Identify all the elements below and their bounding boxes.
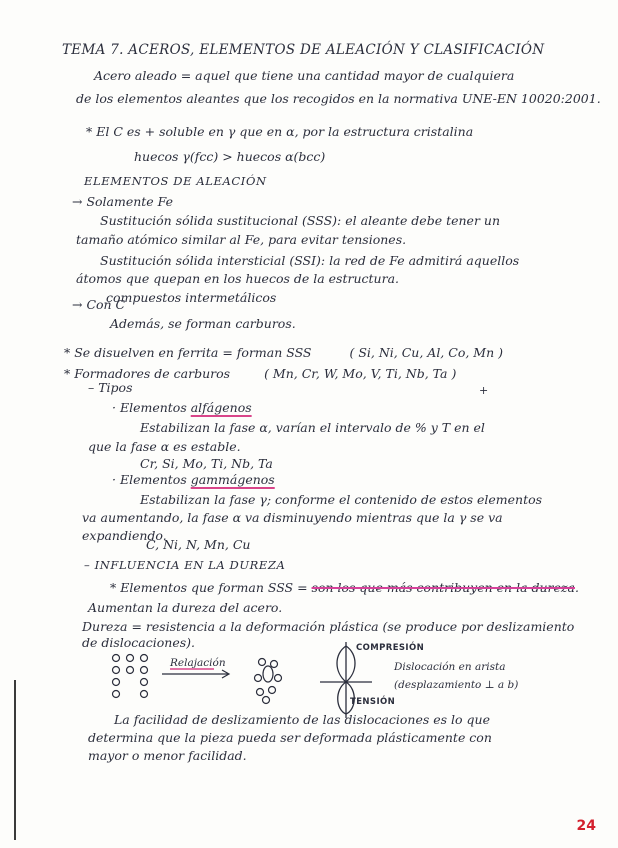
aumentan-line: Aumentan la dureza del acero.	[88, 600, 283, 615]
compresion-label: COMPRESIÓN	[356, 643, 425, 653]
intro-line-4: huecos γ(fcc) > huecos α(bcc)	[134, 149, 326, 164]
conclusion-line-1: La facilidad de deslizamiento de las dislocaciones es lo que	[114, 712, 490, 727]
ssi-line-2: átomos que quepan en los huecos de la estructura.	[76, 271, 399, 286]
ferrita-text: * Se disuelven en ferrita = forman SSS	[64, 345, 312, 360]
ssi-line-1: Sustitución sólida intersticial (SSI): la red de Fe admitirá aquellos	[100, 253, 520, 268]
tipos-label: – Tipos	[88, 380, 133, 395]
alfageno-desc-2: que la fase α es estable.	[88, 439, 241, 454]
page-title: TEMA 7. ACEROS, ELEMENTOS DE ALEACIÓN Y CLASIFICACIÓN	[62, 42, 545, 58]
formadores-line	[64, 368, 456, 381]
dislocacion-label-2: (desplazamiento ⊥ a b)	[394, 679, 519, 691]
gamma-desc-1: Estabilizan la fase γ; conforme el contenido de estos elementos	[140, 492, 543, 507]
sss-dureza-end: .	[574, 580, 579, 595]
intro-line-1: Acero aleado = aquel que tiene una cantidad mayor de cualquiera	[94, 68, 515, 83]
dislocation-diagram	[110, 640, 580, 720]
sss-line-1: Sustitución sólida sustitucional (SSS): el aleante debe tener un	[100, 213, 500, 228]
sss-dureza-line	[110, 582, 579, 595]
gamma-desc-3: expandiendo.	[82, 528, 167, 543]
formadores-elements: ( Mn, Cr, W, Mo, V, Ti, Nb, Ta )	[264, 366, 457, 381]
con-c: → Con C	[72, 297, 126, 312]
ferrita-elements: ( Si, Ni, Cu, Al, Co, Mn )	[349, 345, 503, 360]
atom-lattice-left	[113, 655, 148, 698]
dislocacion-label-1: Dislocación en arista	[394, 661, 506, 673]
atom-lattice-right	[255, 659, 282, 704]
formadores-text: * Formadores de carburos	[64, 366, 231, 381]
plus-mark: +	[479, 384, 489, 397]
alfageno-desc-1: Estabilizan la fase α, varían el intervalo de % y T en el	[140, 420, 485, 435]
gamma-desc-2: va aumentando, la fase α va disminuyendo mientras que la γ se va	[82, 510, 503, 525]
gamma-prefix: · Elementos	[112, 472, 187, 487]
alfageno-list: Cr, Si, Mo, Ti, Nb, Ta	[140, 456, 273, 471]
alfageno-word: alfágenos	[190, 400, 252, 415]
relajacion-label: Relajación	[170, 657, 226, 669]
page-number: 24	[576, 818, 596, 834]
tension-label: TENSIÓN	[350, 697, 396, 707]
sss-dureza-prefix: * Elementos que forman SSS =	[110, 580, 308, 595]
sss-dureza-struck: son los que más contribuyen en la dureza	[311, 580, 575, 595]
carburos-line: Además, se forman carburos.	[110, 316, 296, 331]
ssi-line-3: compuestos intermetálicos	[106, 290, 277, 305]
sss-line-2: tamaño atómico similar al Fe, para evitar tensiones.	[76, 232, 407, 247]
gamma-line	[112, 474, 275, 487]
alfageno-prefix: · Elementos	[112, 400, 187, 415]
section-heading-elementos: ELEMENTOS DE ALEACIÓN	[84, 174, 267, 188]
dureza-line-2: de dislocaciones).	[82, 635, 196, 650]
conclusion-line-3: mayor o menor facilidad.	[88, 748, 247, 763]
dureza-line-1: Dureza = resistencia a la deformación plástica (se produce por deslizamiento	[82, 619, 575, 634]
intro-line-2: de los elementos aleantes que los recogidos en la normativa UNE-EN 10020:2001.	[76, 91, 601, 106]
gamma-list: C, Ni, N, Mn, Cu	[146, 537, 251, 552]
ferrita-line	[64, 347, 503, 360]
section-heading-dureza: – INFLUENCIA EN LA DUREZA	[84, 558, 286, 572]
solo-fe: → Solamente Fe	[72, 194, 174, 209]
gamma-word: gammágenos	[190, 472, 275, 487]
intro-line-3: * El C es + soluble en γ que en α, por la estructura cristalina	[86, 124, 474, 139]
alfageno-line	[112, 402, 252, 415]
conclusion-line-2: determina que la pieza pueda ser deformada plásticamente con	[88, 730, 492, 745]
margin-line	[14, 680, 16, 840]
